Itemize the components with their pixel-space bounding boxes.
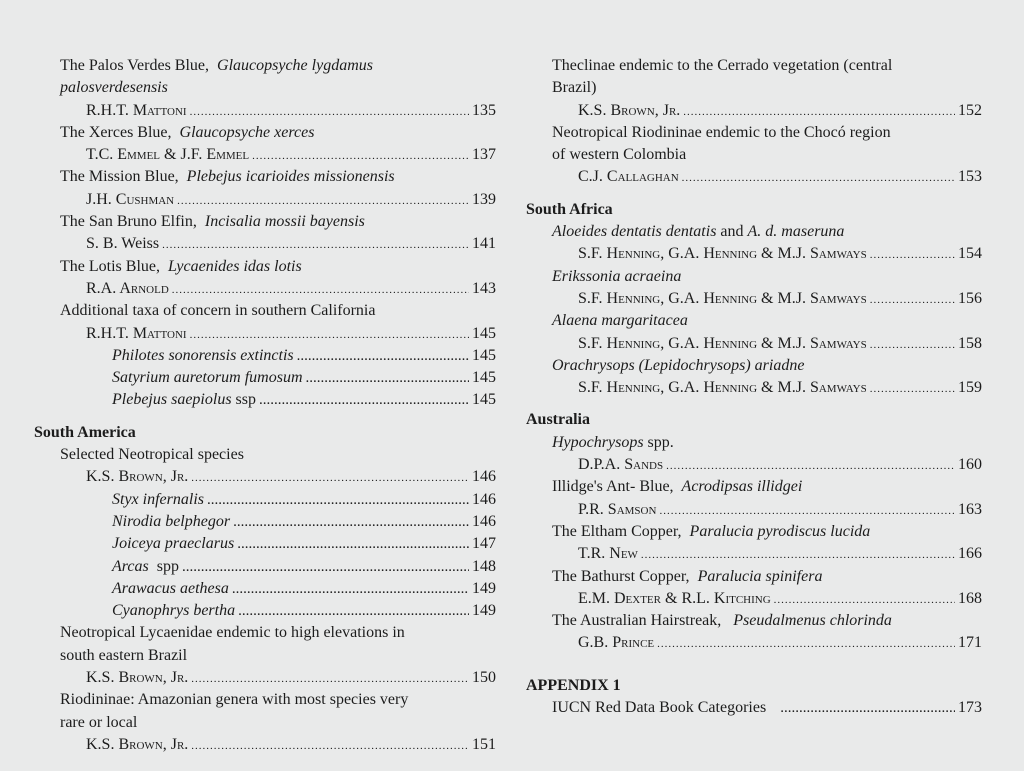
dot-leader: [191, 668, 469, 689]
toc-author-line[interactable]: K.S. Brown, Jr. ..... 152: [526, 100, 982, 122]
dot-leader: [177, 190, 469, 211]
dot-leader: [774, 589, 955, 610]
entry-title: The Australian Hairstreak, Pseudalmenus chlorinda: [552, 612, 892, 630]
dot-leader: [238, 600, 469, 622]
page-number: 168: [958, 589, 982, 607]
spacer: [34, 412, 496, 422]
toc-author-line[interactable]: S.F. Henning, G.A. Henning & M.J. Samways ..... 156: [526, 288, 982, 310]
dot-leader: [237, 533, 469, 555]
toc-author-line[interactable]: K.S. Brown, Jr. ..... 151: [34, 734, 496, 756]
entry-title-cont: of western Colombia: [552, 146, 687, 164]
dot-leader: [191, 467, 469, 488]
entry-title: Orachrysops (Lepidochrysops) ariadne: [552, 356, 805, 374]
entry-title: Neotropical Riodininae endemic to the Chocó region: [552, 123, 891, 141]
page-number: 166: [958, 545, 982, 563]
page-number: 145: [472, 324, 496, 342]
toc-species-line[interactable]: Nirodia belphegor ..... 146: [34, 511, 496, 533]
toc-author-line[interactable]: J.H. Cushman ..... 139: [34, 189, 496, 211]
entry-title-cont: south eastern Brazil: [60, 646, 188, 664]
dot-leader: [172, 279, 469, 300]
page-number: 146: [472, 512, 496, 530]
toc-author-line[interactable]: K.S. Brown, Jr. ..... 146: [34, 466, 496, 488]
page-number: 145: [472, 391, 496, 409]
page-number: 141: [472, 235, 496, 253]
toc-author-line[interactable]: R.A. Arnold ..... 143: [34, 278, 496, 300]
section-heading-appendix: APPENDIX 1: [526, 676, 621, 694]
page-number: 147: [472, 535, 496, 553]
page-number: 160: [958, 456, 982, 474]
page-number: 156: [958, 289, 982, 307]
toc-author-line[interactable]: R.H.T. Mattoni ..... 145: [34, 323, 496, 345]
spacer: [526, 655, 982, 675]
entry-title: Illidge's Ant- Blue, Acrodipsas illidgei: [552, 478, 803, 496]
entry-title-cont: rare or local: [60, 713, 138, 731]
toc-species-line[interactable]: Styx infernalis ..... 146: [34, 489, 496, 511]
toc-left-column: [34, 55, 496, 756]
page-number: 151: [472, 735, 496, 753]
entry-title-cont: palosverdesensis: [60, 79, 168, 97]
toc-author-line[interactable]: S. B. Weiss ..... 141: [34, 233, 496, 255]
dot-leader: [182, 556, 469, 578]
toc-species-line[interactable]: Cyanophrys bertha ..... 149: [34, 600, 496, 622]
dot-leader: [657, 633, 955, 654]
page-number: 152: [958, 101, 982, 119]
entry-title: Selected Neotropical species: [60, 446, 244, 464]
page-number: 163: [958, 500, 982, 518]
dot-leader: [190, 101, 469, 122]
dot-leader: [870, 289, 955, 310]
dot-leader: [306, 367, 469, 389]
entry-title: The Bathurst Copper, Paralucia spinifera: [552, 567, 823, 585]
dot-leader: [683, 101, 955, 122]
dot-leader: [233, 511, 469, 533]
section-heading-australia: Australia: [526, 411, 590, 429]
entry-title: Alaena margaritacea: [552, 312, 688, 330]
toc-species-line[interactable]: Satyrium auretorum fumosum ..... 145: [34, 367, 496, 389]
toc-author-line[interactable]: S.F. Henning, G.A. Henning & M.J. Samways ..... 154: [526, 243, 982, 265]
page-number: 159: [958, 379, 982, 397]
entry-title: The Xerces Blue, Glaucopsyche xerces: [60, 123, 315, 141]
toc-author-line[interactable]: E.M. Dexter & R.L. Kitching ..... 168: [526, 588, 982, 610]
page-number: 158: [958, 334, 982, 352]
dot-leader: [682, 167, 955, 188]
page-number: 139: [472, 190, 496, 208]
page-number: 173: [958, 699, 982, 717]
page-number: 154: [958, 245, 982, 263]
entry-title: Theclinae endemic to the Cerrado vegetation (central: [552, 57, 893, 74]
dot-leader: [190, 324, 469, 345]
toc-author-line[interactable]: G.B. Prince ..... 171: [526, 632, 982, 654]
page-number: 137: [472, 146, 496, 164]
dot-leader: [659, 500, 955, 521]
entry-title: Aloeides dentatis dentatis and A. d. maseruna: [552, 223, 845, 241]
toc-author-line[interactable]: T.C. Emmel & J.F. Emmel ..... 137: [34, 144, 496, 166]
entry-title: Neotropical Lycaenidae endemic to high elevations in: [60, 624, 405, 642]
toc-author-line[interactable]: K.S. Brown, Jr. ..... 150: [34, 667, 496, 689]
page-number: 150: [472, 669, 496, 687]
toc-right-column: [526, 55, 982, 719]
entry-title: The Palos Verdes Blue, Glaucopsyche lygdamus: [60, 57, 373, 74]
dot-leader: [232, 578, 469, 600]
toc-author-line[interactable]: T.R. New ..... 166: [526, 543, 982, 565]
dot-leader: [162, 234, 469, 255]
entry-title: Hypochrysops spp.: [552, 433, 674, 451]
toc-species-line[interactable]: Plebejus saepiolus ssp ..... 145: [34, 389, 496, 411]
entry-title-cont: Brazil): [552, 79, 597, 97]
spacer: [526, 399, 982, 409]
page-number: 143: [472, 279, 496, 297]
dot-leader: [641, 544, 955, 565]
entry-title: Riodininae: Amazonian genera with most species very: [60, 691, 409, 709]
entry-title: The Mission Blue, Plebejus icarioides missionensis: [60, 168, 395, 186]
entry-title: The San Bruno Elfin, Incisalia mossii bayensis: [60, 213, 365, 231]
page-number: 135: [472, 101, 496, 119]
toc-author-line[interactable]: C.J. Callaghan ..... 153: [526, 166, 982, 188]
toc-species-line[interactable]: Arawacus aethesa ..... 149: [34, 578, 496, 600]
entry-title: Additional taxa of concern in southern California: [60, 302, 376, 320]
section-heading-south-africa: South Africa: [526, 200, 613, 218]
dot-leader: [207, 489, 469, 511]
dot-leader: [780, 697, 955, 719]
dot-leader: [870, 378, 955, 399]
dot-leader: [666, 455, 955, 476]
dot-leader: [252, 145, 469, 166]
toc-author-line[interactable]: D.P.A. Sands ..... 160: [526, 454, 982, 476]
spacer: [526, 189, 982, 199]
toc-author-line[interactable]: S.F. Henning, G.A. Henning & M.J. Samways ..... 159: [526, 377, 982, 399]
toc-species-line[interactable]: Philotes sonorensis extinctis ..... 145: [34, 345, 496, 367]
page-number: 145: [472, 346, 496, 364]
page-number: 171: [958, 634, 982, 652]
page-number: 149: [472, 579, 496, 597]
toc-species-line[interactable]: Arcas spp ..... 148: [34, 556, 496, 578]
toc-author-line[interactable]: P.R. Samson ..... 163: [526, 499, 982, 521]
toc-species-line[interactable]: Joiceya praeclarus ..... 147: [34, 533, 496, 555]
page-number: 146: [472, 468, 496, 486]
dot-leader: [297, 345, 469, 367]
entry-title: Erikssonia acraeina: [552, 267, 682, 285]
dot-leader: [259, 389, 469, 411]
entry-title: The Eltham Copper, Paralucia pyrodiscus lucida: [552, 522, 871, 540]
dot-leader: [191, 735, 469, 756]
dot-leader: [870, 334, 955, 355]
page-number: 149: [472, 602, 496, 620]
section-heading-south-america: South America: [34, 423, 136, 441]
page-number: 146: [472, 490, 496, 508]
toc-author-line[interactable]: R.H.T. Mattoni ..... 135: [34, 100, 496, 122]
page-number: 145: [472, 369, 496, 387]
dot-leader: [870, 244, 955, 265]
toc-appendix-line[interactable]: IUCN Red Data Book Categories ..... 173: [526, 697, 982, 719]
toc-author-line[interactable]: S.F. Henning, G.A. Henning & M.J. Samways ..... 158: [526, 333, 982, 355]
page-number: 153: [958, 168, 982, 186]
entry-title: The Lotis Blue, Lycaenides idas lotis: [60, 257, 302, 275]
page-number: 148: [472, 557, 496, 575]
